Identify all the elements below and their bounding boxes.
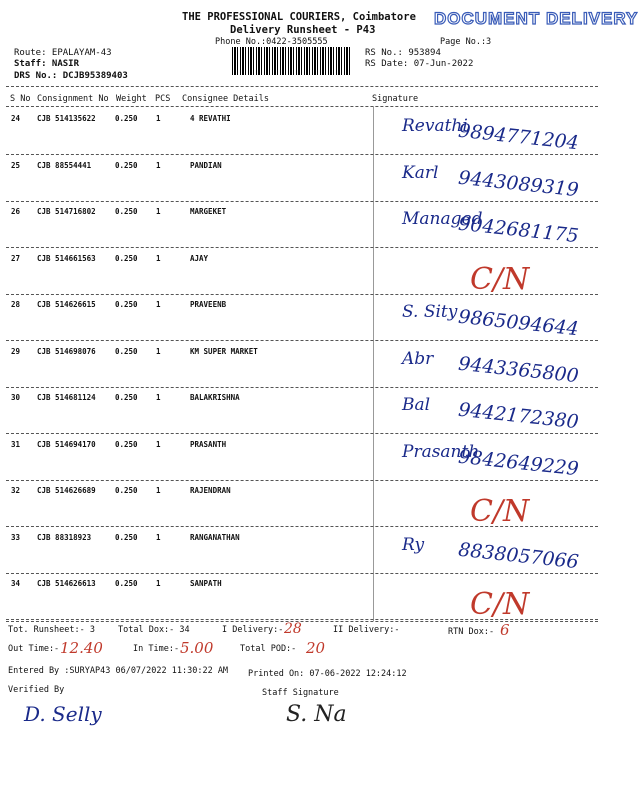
col-consignee: Consignee Details bbox=[182, 94, 269, 104]
route: Route: EPALAYAM-43 bbox=[14, 48, 112, 58]
cell-consignment-no: CJB 514681124 bbox=[37, 393, 96, 402]
phone-note: 9442172380 bbox=[457, 398, 580, 434]
page-number: Page No.:3 bbox=[440, 37, 492, 47]
cell-weight: 0.250 bbox=[115, 486, 138, 495]
cell-weight: 0.250 bbox=[115, 300, 138, 309]
cell-consignee: RANGANATHAN bbox=[190, 532, 240, 542]
i-delivery-value: 28 bbox=[284, 621, 302, 637]
signature-scrawl: Ry bbox=[402, 534, 425, 555]
cell-sno: 26 bbox=[11, 207, 21, 216]
rs-number: RS No.: 953894 bbox=[365, 48, 441, 58]
cell-consignee: PANDIAN bbox=[190, 160, 222, 170]
out-time-value: 12.40 bbox=[60, 639, 103, 657]
cell-pcs: 1 bbox=[156, 532, 161, 542]
cell-consignment-no: CJB 514626615 bbox=[37, 300, 96, 309]
divider bbox=[6, 387, 598, 388]
divider bbox=[6, 340, 598, 341]
cell-sno: 31 bbox=[11, 439, 21, 449]
in-time-label: In Time:- bbox=[133, 644, 180, 654]
company-name: THE PROFESSIONAL COURIERS, Coimbatore bbox=[182, 11, 416, 23]
divider bbox=[6, 433, 598, 434]
cell-pcs: 1 bbox=[156, 439, 161, 449]
tot-runsheet: Tot. Runsheet:- 3 bbox=[8, 625, 95, 635]
cell-pcs: 1 bbox=[156, 207, 161, 216]
cell-pcs: 1 bbox=[156, 486, 161, 495]
cell-weight: 0.250 bbox=[115, 346, 138, 356]
cell-consignee: MARGEKET bbox=[190, 207, 227, 216]
in-time-value: 5.00 bbox=[180, 639, 214, 657]
cell-weight: 0.250 bbox=[115, 532, 138, 542]
cell-consignment-no: CJB 88554441 bbox=[37, 160, 92, 170]
runsheet-title: Delivery Runsheet - P43 bbox=[230, 24, 376, 36]
cn-note: C/N bbox=[470, 494, 530, 529]
cell-sno: 24 bbox=[11, 114, 21, 123]
cell-sno: 30 bbox=[11, 393, 21, 402]
cell-consignee: PRASANTH bbox=[190, 439, 227, 449]
cell-consignee: 4 REVATHI bbox=[190, 114, 231, 123]
verified-by-label: Verified By bbox=[8, 685, 65, 695]
cell-sno: 28 bbox=[11, 300, 21, 309]
staff-signature: S. Na bbox=[286, 702, 347, 727]
barcode bbox=[232, 47, 350, 75]
cell-consignment-no: CJB 514694170 bbox=[37, 439, 96, 449]
phone-note: 9842649229 bbox=[457, 445, 580, 480]
divider bbox=[6, 106, 598, 107]
drs-number: DRS No.: DCJB95389403 bbox=[14, 71, 128, 81]
rtn-dox-value: 6 bbox=[500, 621, 510, 639]
signature-scrawl: Managed bbox=[402, 209, 483, 229]
cn-note: C/N bbox=[470, 261, 530, 297]
total-pod-label: Total POD:- bbox=[240, 644, 297, 654]
cell-consignee: KM SUPER MARKET bbox=[190, 346, 258, 356]
cell-sno: 32 bbox=[11, 486, 21, 495]
out-time-label: Out Time:- bbox=[8, 644, 60, 654]
phone-note: 9042681175 bbox=[457, 212, 580, 248]
signature-scrawl: Karl bbox=[402, 162, 439, 183]
divider bbox=[6, 619, 598, 620]
verified-signature: D. Selly bbox=[24, 702, 102, 726]
divider bbox=[6, 480, 598, 481]
cell-consignment-no: CJB 514661563 bbox=[37, 253, 96, 263]
rs-date: RS Date: 07-Jun-2022 bbox=[365, 59, 474, 69]
signature-scrawl: Abr bbox=[402, 348, 434, 369]
col-sno: S No bbox=[10, 94, 31, 104]
divider bbox=[6, 526, 598, 527]
divider bbox=[6, 573, 598, 574]
phone-note: 9443089319 bbox=[457, 166, 580, 201]
divider bbox=[6, 86, 598, 87]
cell-sno: 29 bbox=[11, 346, 21, 356]
cell-consignee: PRAVEENB bbox=[190, 300, 227, 309]
cell-consignee: SANPATH bbox=[190, 579, 222, 588]
col-weight: Weight bbox=[116, 94, 147, 104]
cell-consignment-no: CJB 514626689 bbox=[37, 486, 96, 495]
phone-note: 8838057066 bbox=[457, 538, 580, 573]
cell-consignment-no: CJB 514626613 bbox=[37, 579, 96, 588]
cell-pcs: 1 bbox=[156, 346, 161, 356]
cell-consignee: AJAY bbox=[190, 253, 209, 263]
rtn-dox-label: RTN Dox:- bbox=[448, 627, 495, 637]
cell-pcs: 1 bbox=[156, 160, 161, 170]
total-pod-value: 20 bbox=[306, 639, 326, 657]
divider bbox=[6, 247, 598, 248]
cell-sno: 27 bbox=[11, 253, 21, 263]
cell-pcs: 1 bbox=[156, 300, 161, 309]
col-consignment: Consignment No bbox=[37, 94, 109, 104]
cell-weight: 0.250 bbox=[115, 207, 138, 216]
i-delivery-label: I Delivery:- bbox=[222, 625, 284, 635]
divider bbox=[6, 294, 598, 295]
phone-number: Phone No.:0422-3505555 bbox=[215, 37, 328, 47]
cell-consignment-no: CJB 514716802 bbox=[37, 207, 96, 216]
divider bbox=[6, 201, 598, 202]
signature-scrawl: Bal bbox=[402, 395, 431, 415]
cell-weight: 0.250 bbox=[115, 253, 138, 263]
cell-pcs: 1 bbox=[156, 579, 161, 588]
printed-on: Printed On: 07-06-2022 12:24:12 bbox=[248, 669, 407, 679]
staff-name: Staff: NASIR bbox=[14, 59, 80, 69]
cell-consignment-no: CJB 88318923 bbox=[37, 532, 92, 542]
cell-consignee: RAJENDRAN bbox=[190, 486, 231, 495]
cell-consignee: BALAKRISHNA bbox=[190, 393, 240, 402]
cell-consignment-no: CJB 514135622 bbox=[37, 114, 96, 123]
phone-note: 9865094644 bbox=[457, 305, 580, 341]
staff-signature-label: Staff Signature bbox=[262, 688, 339, 698]
cell-sno: 34 bbox=[11, 579, 21, 588]
col-pcs: PCS bbox=[155, 94, 171, 104]
divider bbox=[6, 154, 598, 155]
document-delivery-stamp: DOCUMENT DELIVERY bbox=[434, 9, 638, 28]
cell-weight: 0.250 bbox=[115, 393, 138, 402]
cell-weight: 0.250 bbox=[115, 579, 138, 588]
phone-note: 9443365800 bbox=[457, 352, 580, 387]
ii-delivery: II Delivery:- bbox=[333, 625, 400, 635]
signature-scrawl: Revathi bbox=[402, 116, 468, 136]
cell-sno: 33 bbox=[11, 532, 21, 542]
cn-note: C/N bbox=[470, 587, 530, 622]
cell-pcs: 1 bbox=[156, 253, 161, 263]
cell-pcs: 1 bbox=[156, 114, 161, 123]
cell-consignment-no: CJB 514698076 bbox=[37, 346, 96, 356]
cell-weight: 0.250 bbox=[115, 160, 138, 170]
entered-by: Entered By :SURYAP43 06/07/2022 11:30:22 AM bbox=[8, 666, 229, 676]
cell-pcs: 1 bbox=[156, 393, 161, 402]
cell-weight: 0.250 bbox=[115, 114, 138, 123]
total-dox: Total Dox:- 34 bbox=[118, 625, 190, 635]
signature-scrawl: Prasanth bbox=[402, 441, 480, 462]
cell-weight: 0.250 bbox=[115, 439, 138, 449]
cell-sno: 25 bbox=[11, 160, 21, 170]
col-signature: Signature bbox=[372, 94, 419, 104]
phone-note: 9894771204 bbox=[457, 119, 580, 155]
signature-scrawl: S. Sity bbox=[402, 302, 458, 322]
